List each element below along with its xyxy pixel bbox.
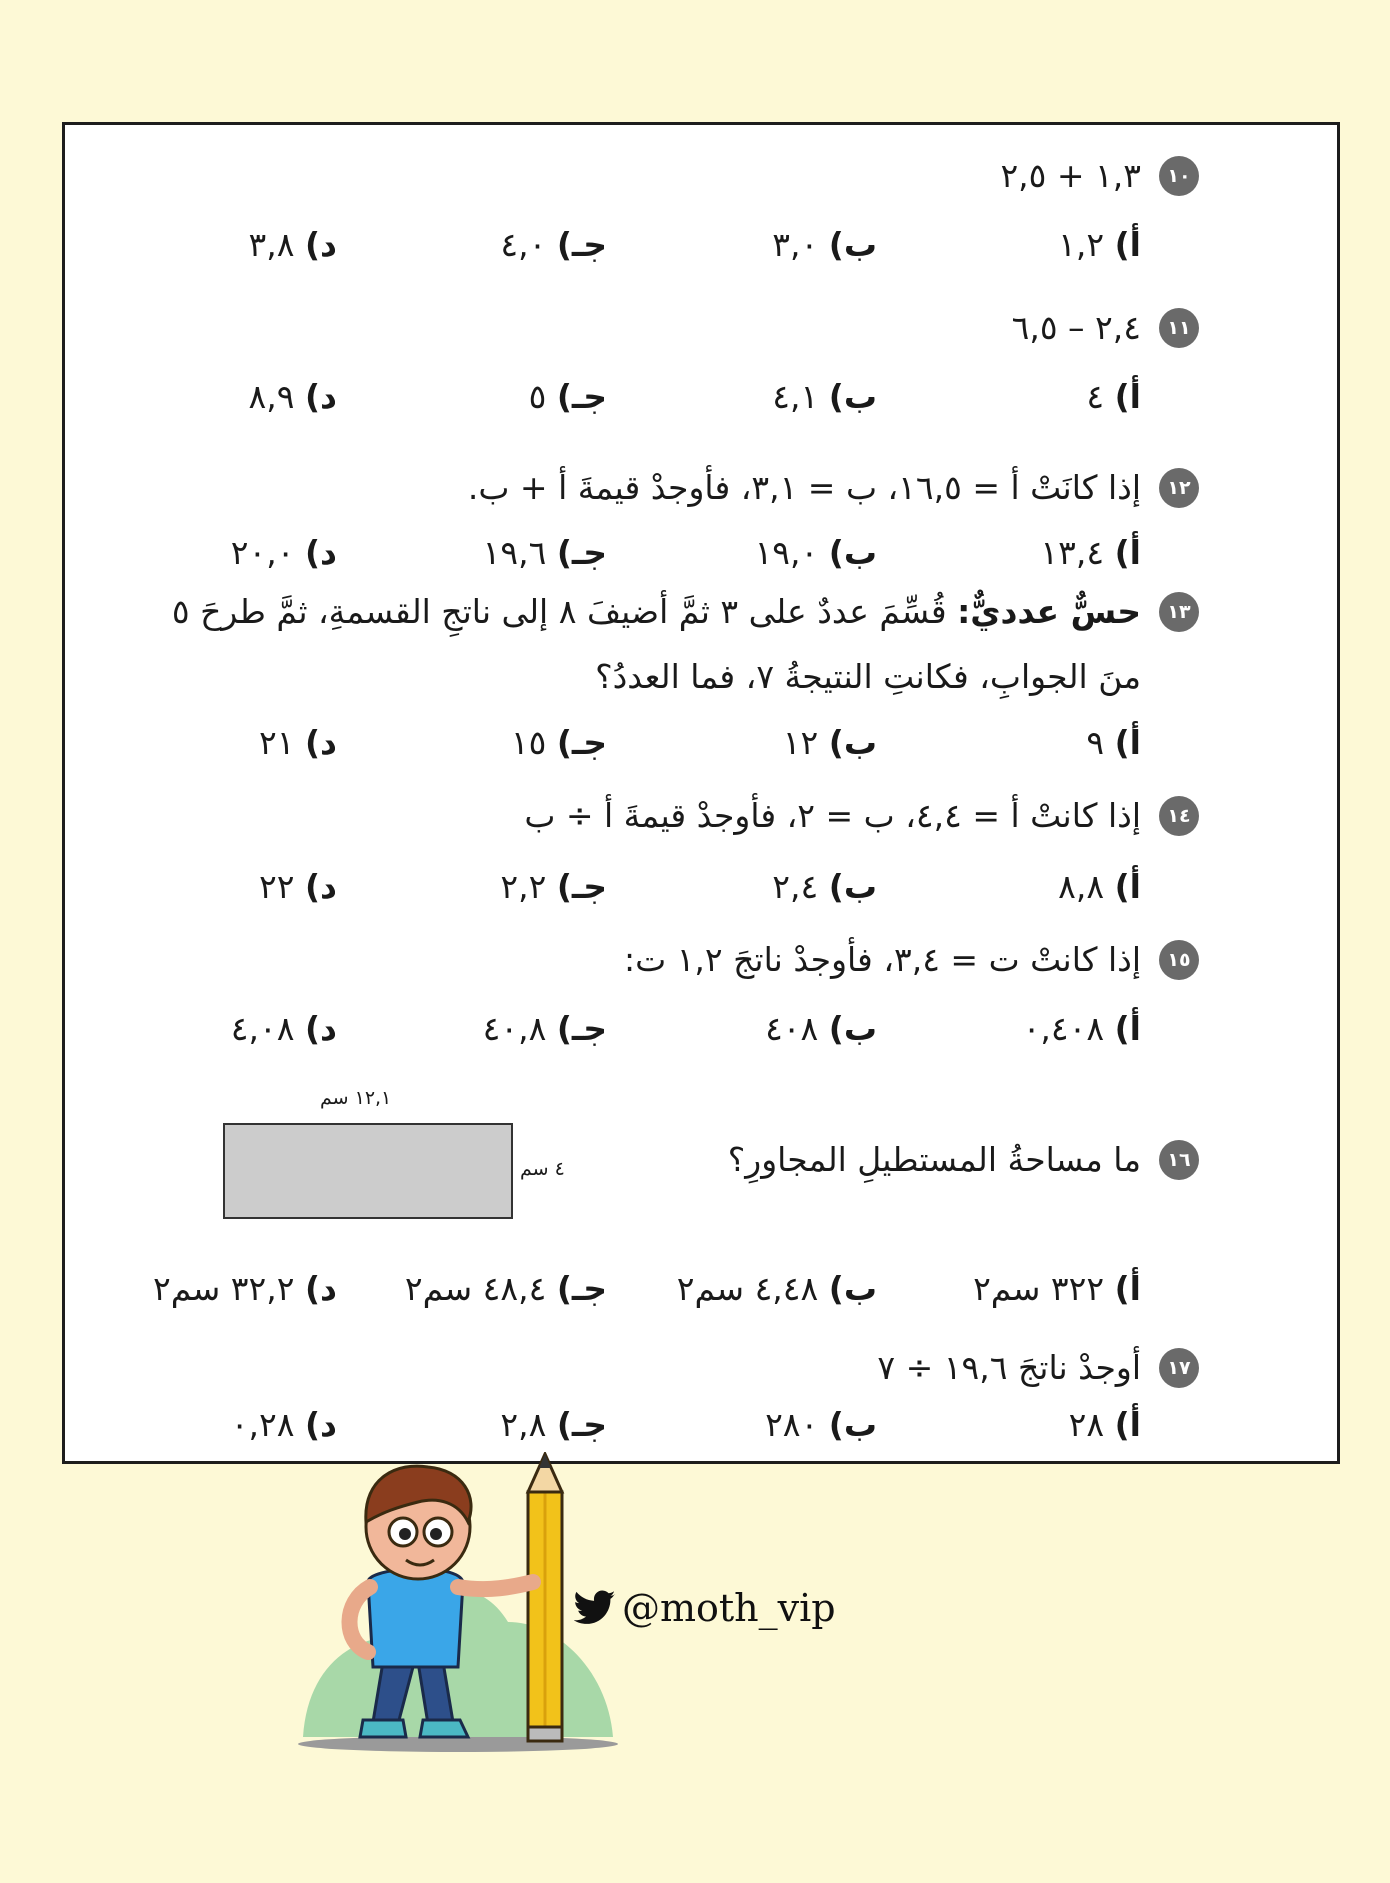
question-13 xyxy=(172,589,1199,635)
option-c: جـ) ٢,٨ xyxy=(500,1405,607,1444)
worksheet xyxy=(62,122,1340,1464)
option-c: جـ) ٥ xyxy=(528,377,607,416)
option-d: د) ٠,٢٨ xyxy=(230,1405,337,1444)
question-text: إذا كانتْ أ = ٤,٤، ب = ٢، فأوجدْ قيمةَ أ ÷ ب xyxy=(524,796,1141,835)
question-text: أوجدْ ناتجَ ١٩,٦ ÷ ٧ xyxy=(877,1348,1141,1387)
option-b: ب) ٤٠٨ xyxy=(765,1009,877,1048)
social-handle[interactable]: @moth_vip xyxy=(622,1586,836,1630)
rectangle-width-label: ٤ سم xyxy=(520,1158,565,1180)
option-a: أ) ١٣,٤ xyxy=(1040,533,1141,572)
question-number: ١٥ xyxy=(1159,940,1199,980)
option-a: أ) ٨,٨ xyxy=(1058,867,1141,906)
option-a: أ) ٤ xyxy=(1086,377,1141,416)
option-d: د) ٢٢ xyxy=(259,867,337,906)
option-d: د) ٢١ xyxy=(259,723,337,762)
question-text: إذا كانَتْ أ = ١٦,٥، ب = ٣,١، فأوجدْ قيمةَ أ + ب. xyxy=(467,468,1141,507)
option-b: ب) ٢٨٠ xyxy=(765,1405,877,1444)
question-number: ١٠ xyxy=(1159,156,1199,196)
option-b: ب) ٢,٤ xyxy=(772,867,877,906)
rectangle-length-label: ١٢,١ سم xyxy=(320,1087,392,1109)
option-b: ب) ١٩,٠ xyxy=(754,533,877,572)
option-d: د) ٣٢,٢ سم٢ xyxy=(152,1269,337,1308)
option-c: جـ) ١٥ xyxy=(510,723,607,762)
question-text: ١,٣ + ٢,٥ xyxy=(1000,156,1141,195)
question-15 xyxy=(624,937,1199,983)
option-a: أ) ٠,٤٠٨ xyxy=(1022,1009,1141,1048)
option-d: د) ٣,٨ xyxy=(248,225,337,264)
option-c: جـ) ٤,٠ xyxy=(500,225,607,264)
question-14 xyxy=(524,793,1199,839)
option-c: جـ) ٤٠,٨ xyxy=(482,1009,607,1048)
question-number: ١٢ xyxy=(1159,468,1199,508)
option-c: جـ) ٢,٢ xyxy=(500,867,607,906)
question-10 xyxy=(1000,153,1199,199)
question-17 xyxy=(877,1345,1199,1391)
option-b: ب) ٤,٤٨ سم٢ xyxy=(676,1269,877,1308)
option-b: ب) ٣,٠ xyxy=(772,225,877,264)
rectangle-figure xyxy=(223,1123,513,1219)
question-text: ٢,٤ – ٦,٥ xyxy=(1011,308,1141,347)
question-16 xyxy=(728,1137,1199,1183)
question-12 xyxy=(468,465,1199,511)
question-number: ١٦ xyxy=(1159,1140,1199,1180)
question-11 xyxy=(1012,305,1199,351)
question-text-line2: منَ الجوابِ، فكانتِ النتيجةُ ٧، فما العددُ؟ xyxy=(595,657,1141,696)
question-text: حسٌّ عدديٌّ: قُسِّمَ عددٌ على ٣ ثمَّ أضيفَ ٨ إلى ناتجِ القسمةِ، ثمَّ طرحَ ٥ xyxy=(171,592,1141,631)
twitter-bird-icon xyxy=(574,1590,616,1626)
option-b: ب) ١٢ xyxy=(782,723,877,762)
option-a: أ) ٢٨ xyxy=(1068,1405,1141,1444)
option-c: جـ) ٤٨,٤ سم٢ xyxy=(404,1269,607,1308)
option-b: ب) ٤,١ xyxy=(772,377,877,416)
question-number: ١٤ xyxy=(1159,796,1199,836)
option-d: د) ٢٠,٠ xyxy=(230,533,337,572)
question-number: ١٧ xyxy=(1159,1348,1199,1388)
option-a: أ) ٩ xyxy=(1086,723,1141,762)
option-d: د) ٨,٩ xyxy=(248,377,337,416)
question-text: إذا كانتْ ت = ٣,٤، فأوجدْ ناتجَ ١,٢ ت: xyxy=(624,940,1141,979)
option-a: أ) ٣٢٢ سم٢ xyxy=(973,1269,1141,1308)
question-number: ١٣ xyxy=(1159,592,1199,632)
option-d: د) ٤,٠٨ xyxy=(230,1009,337,1048)
option-c: جـ) ١٩,٦ xyxy=(482,533,607,572)
question-text: ما مساحةُ المستطيلِ المجاورِ؟ xyxy=(727,1140,1141,1179)
question-number: ١١ xyxy=(1159,308,1199,348)
option-a: أ) ١,٢ xyxy=(1058,225,1141,264)
